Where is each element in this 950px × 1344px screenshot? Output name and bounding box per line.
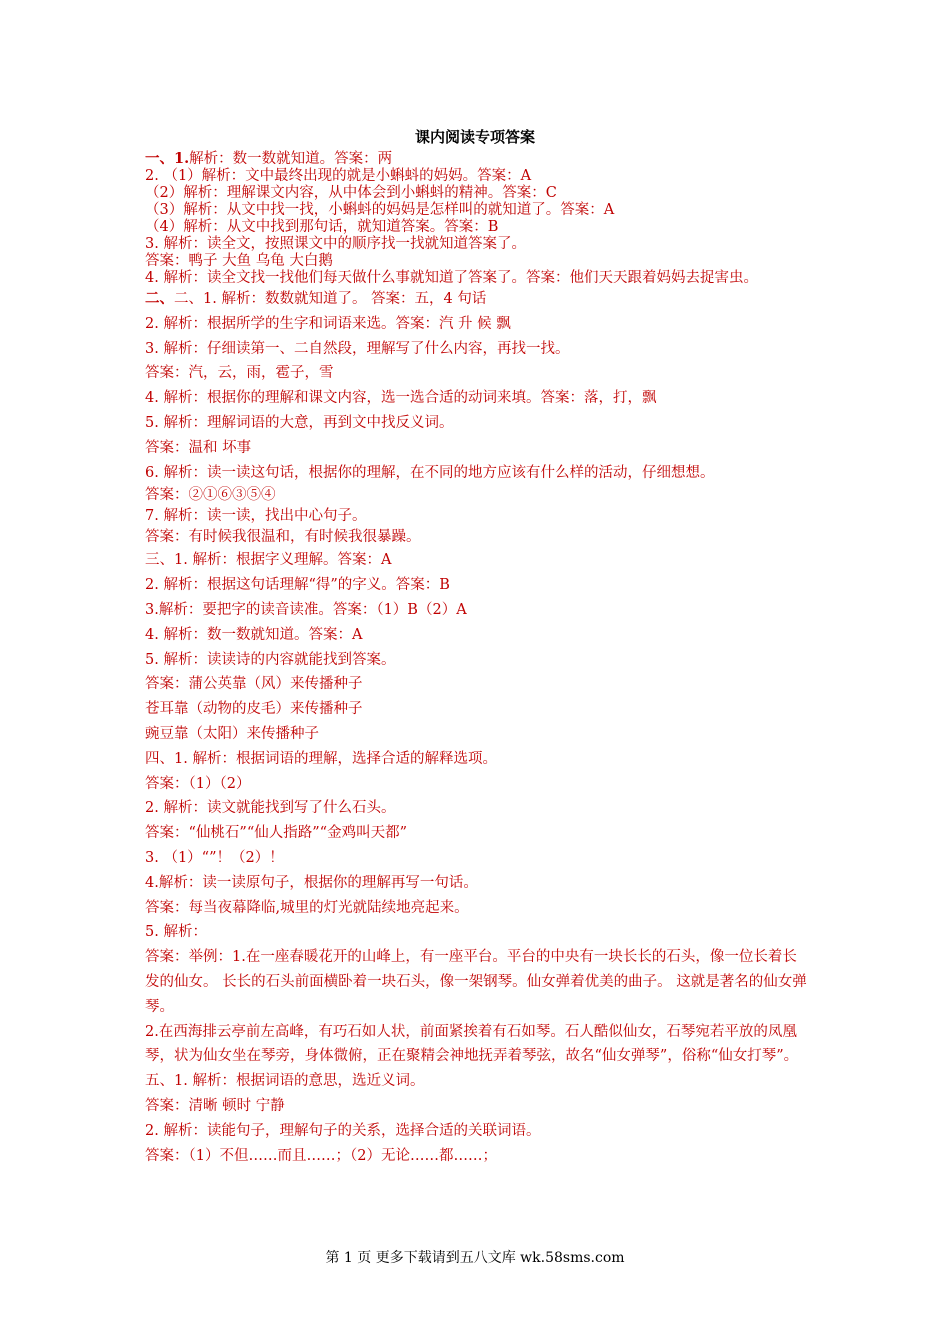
answer-line-text: 答案：举例：1.在一座春暖花开的山峰上，有一座平台。平台的中央有一块长长的石头，像一位长着长发的仙女。 长长的石头前面横卧着一块石头，像一架钢琴。仙女弹着优美的曲子。 这就是著名的仙女弹琴。	[145, 949, 807, 1015]
answer-line-text: 答案：蒲公英靠（风）来传播种子	[145, 676, 363, 693]
answer-line	[145, 722, 810, 747]
answer-line-text: 5. 解析：理解词语的大意，再到文中找反义词。	[145, 414, 454, 431]
answer-line	[145, 168, 810, 185]
answer-line	[145, 920, 810, 945]
answer-line	[145, 202, 810, 219]
answer-line	[145, 648, 810, 673]
answer-line-text: 2. （1）解析：文中最终出现的就是小蝌蚪的妈妈。答案：A	[145, 168, 532, 184]
answer-line	[145, 312, 810, 337]
answer-line-text: 3.解析：要把字的读音读准。答案：（1）B（2）A	[145, 601, 467, 618]
answer-line	[145, 1144, 810, 1169]
answer-section	[145, 485, 810, 548]
answer-line-text: 4. 解析：读全文找一找他们每天做什么事就知道了答案了。答案：他们天天跟着妈妈去捉害虫。	[145, 270, 758, 286]
answer-line-text: 答案：“仙桃石”“仙人指路”“金鸡叫天都”	[145, 825, 407, 842]
page-title: 课内阅读专项答案	[414, 128, 535, 146]
answer-line-text-cont: 解析：数一数就知道。答案：两	[189, 151, 393, 167]
answer-line-text: 四、1. 解析：根据词语的理解，选择合适的解释选项。	[145, 750, 497, 767]
answer-line-text: 2. 解析：根据所学的生字和词语来选。答案：汽 升 候 飘	[145, 315, 511, 332]
answer-line-text: 答案：汽，云，雨，雹子，雪	[145, 365, 334, 382]
answer-section	[145, 287, 810, 485]
answer-section	[145, 548, 810, 1168]
answer-line-text: 一、1.	[145, 150, 190, 167]
answer-line-text: 2. 解析：读文就能找到写了什么石头。	[145, 800, 396, 817]
answer-line	[145, 337, 810, 362]
answer-line-text: （3）解析：从文中找一找，小蝌蚪的妈妈是怎样叫的就知道了。答案：A	[145, 202, 615, 218]
answer-line	[145, 185, 810, 202]
answer-line-text: 答案：（1）（2）	[145, 775, 251, 792]
answer-line-text: （4）解析：从文中找到那句话，就知道答案。答案：B	[145, 219, 499, 235]
answer-line-text: 2.在西海排云亭前左高峰，有巧石如人状，前面紧挨着有石如琴。石人酷似仙女，石琴宛若平放的凤凰琴，状为仙女坐在琴旁，身体微俯，正在聚精会神地抚弄着琴弦，故名“仙女弹琴”，俗称“仙女打琴”。	[145, 1023, 799, 1065]
answer-line-text-cont: 二、1. 解析：数数就知道了。 答案：五，4 句话	[174, 291, 487, 307]
answer-line	[145, 506, 810, 527]
answer-line-text: 6. 解析：读一读这句话，根据你的理解，在不同的地方应该有什么样的活动，仔细想想。	[145, 464, 715, 481]
answer-line-text: 3. 解析：仔细读第一、二自然段，理解写了什么内容，再找一找。	[145, 340, 570, 357]
answer-line-text: 5. 解析：读读诗的内容就能找到答案。	[145, 651, 396, 668]
answer-line-text: 答案：鸭子 大鱼 乌龟 大白鹅	[145, 253, 333, 269]
document-body	[145, 150, 810, 1168]
answer-line	[145, 219, 810, 236]
answer-line-text: 豌豆靠（太阳）来传播种子	[145, 725, 319, 742]
answer-line-text: 答案：（1）不但……而且……；（2）无论……都……；	[145, 1147, 497, 1164]
answer-line	[145, 236, 810, 253]
answer-line	[145, 361, 810, 386]
answer-line	[145, 871, 810, 896]
answer-section	[145, 150, 810, 287]
answer-line	[145, 1119, 810, 1144]
answer-line	[145, 672, 810, 697]
answer-line	[145, 411, 810, 436]
answer-line	[145, 573, 810, 598]
answer-line	[145, 1020, 810, 1070]
answer-line	[145, 697, 810, 722]
answer-line	[145, 772, 810, 797]
answer-line	[145, 896, 810, 921]
answer-line	[145, 548, 810, 573]
answer-line-text: 7. 解析：读一读，找出中心句子。	[145, 508, 367, 525]
answer-line	[145, 253, 810, 270]
answer-line-text: 答案：温和 坏事	[145, 439, 252, 456]
answer-line-text: 答案：清晰 顿时 宁静	[145, 1097, 285, 1114]
answer-line	[145, 436, 810, 461]
answer-line	[145, 527, 810, 548]
answer-line-text: 2. 解析：根据这句话理解“得”的字义。答案：B	[145, 577, 450, 594]
answer-line-text: 2. 解析：读能句子，理解句子的关系，选择合适的关联词语。	[145, 1122, 541, 1139]
answer-line-text: 三、1. 解析：根据字义理解。答案：A	[145, 552, 392, 569]
answer-line-text: 4. 解析：数一数就知道。答案：A	[145, 626, 363, 643]
answer-line	[145, 150, 810, 168]
answer-line-text: 五、1. 解析：根据词语的意思，选近义词。	[145, 1073, 425, 1090]
answer-line-text: 5. 解析：	[145, 924, 207, 941]
answer-line	[145, 1069, 810, 1094]
answer-line	[145, 945, 810, 1019]
page-footer: 第 1 页 更多下载请到五八文库 wk.58sms.com	[325, 1250, 625, 1266]
answer-line	[145, 821, 810, 846]
answer-line-text: 苍耳靠（动物的皮毛）来传播种子	[145, 701, 363, 718]
answer-line-text: 3. 解析：读全文，按照课文中的顺序找一找就知道答案了。	[145, 236, 526, 252]
answer-line-text: 4. 解析：根据你的理解和课文内容，选一选合适的动词来填。答案：落，打，飘	[145, 390, 657, 407]
answer-line-text: 答案：②①⑥③⑤④	[145, 487, 276, 504]
answer-line-text: 答案：有时候我很温和，有时候我很暴躁。	[145, 529, 421, 546]
answer-line	[145, 386, 810, 411]
answer-line	[145, 846, 810, 871]
answer-line	[145, 461, 810, 486]
answer-line	[145, 485, 810, 506]
answer-line-text: 4.解析：读一读原句子，根据你的理解再写一句话。	[145, 874, 478, 891]
answer-line	[145, 598, 810, 623]
answer-line-text: （2）解析：理解课文内容，从中体会到小蝌蚪的精神。答案：C	[145, 185, 557, 201]
answer-line-text: 二、	[145, 290, 174, 307]
answer-line	[145, 796, 810, 821]
answer-line-text: 答案：每当夜幕降临,城里的灯光就陆续地亮起来。	[145, 899, 469, 916]
answer-line	[145, 287, 810, 312]
answer-line	[145, 747, 810, 772]
answer-line	[145, 623, 810, 648]
answer-line	[145, 270, 810, 287]
answer-line	[145, 1094, 810, 1119]
answer-line-text: 3. （1）“”！（2）！	[145, 849, 284, 866]
